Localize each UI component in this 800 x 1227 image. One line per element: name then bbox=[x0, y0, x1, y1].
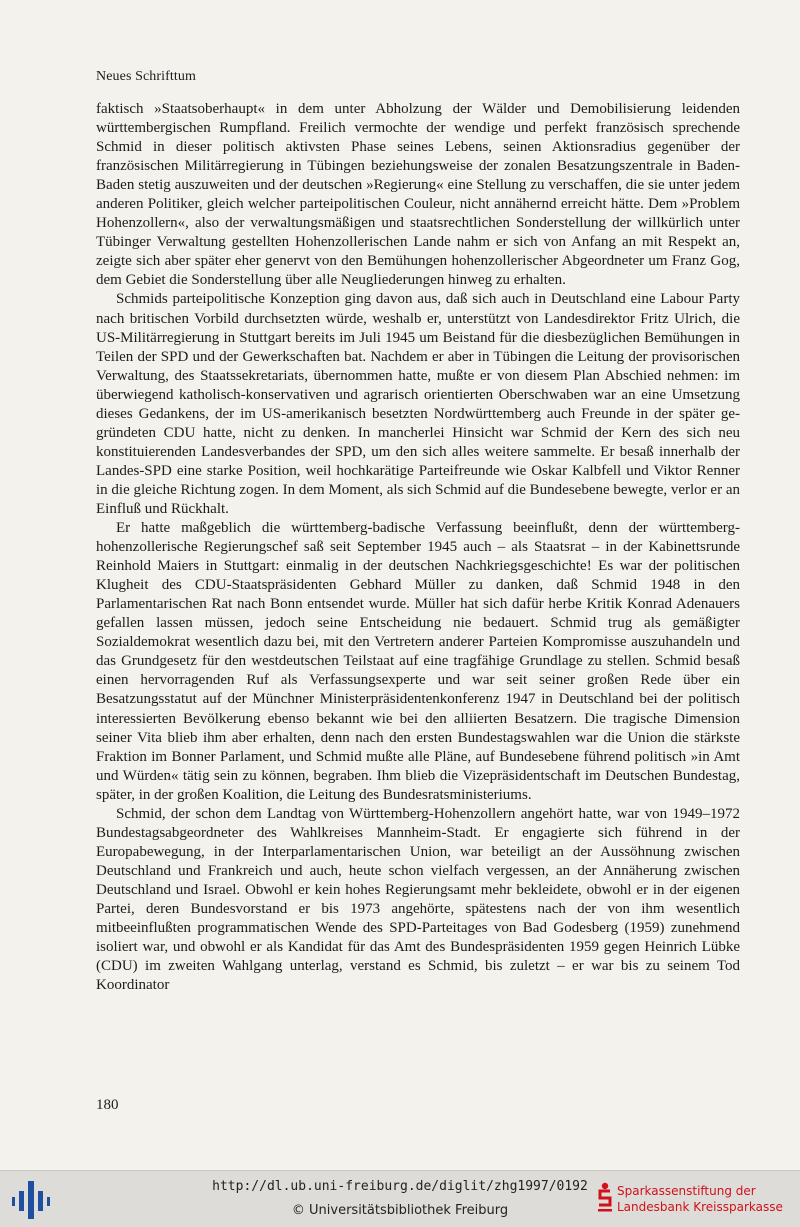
sparkasse-s-icon bbox=[597, 1182, 613, 1212]
page-number: 180 bbox=[96, 1097, 119, 1113]
viewer-footer bbox=[0, 1170, 800, 1227]
body-text bbox=[96, 100, 740, 995]
sponsor-line-1: Sparkassenstiftung der bbox=[617, 1184, 756, 1198]
paragraph: Er hatte maßgeblich die württemberg-badische Verfassung beeinflußt, denn der württemberg-hohenzollerische Regierungschef saß seit September 1945 auch – als Staatsrat – in der Kabinettsrunde Reinhold Maiers in Stuttgart: einmalig in der deutschen Nachkriegsgeschichte! Es war der politischen Klugheit des CDU-Staatspräsidenten Gebhard Müller zu danken, daß Schmid 1948 in den Parlamentarischen Rat nach Bonn entsendet wurde. Müller hat sich dafür herbe Kritik Konrad Adenauers gefallen lassen müssen, jedoch seine Entscheidung nie bedauert. Schmid trug als gemäßigter Sozialdemokrat wesentlich dazu bei, mit den Vertretern anderer Parteien Kompromisse auszuhandeln und das Grundgesetz für den westdeutschen Teilstaat auf eine tragfähige Grundlage zu stellen. Schmid besaß einen hervorragenden Ruf als Verfassungsexperte und war seit seiner großen Rede über ein Besatzungsstatut auf der Münchner Ministerpräsidentenkonferenz 1947 in Deutschland bei der politisch interessierten Bevölkerung ebenso bekannt wie bei den alliierten Besatzern. Die tragische Dimension seiner Vita blieb ihm aber erhalten, denn nach den ersten Bundestagswahlen war die Union die stärkste Fraktion im Bonner Parlament, und Schmid mußte alle Pläne, auf Bundesebene führend politisch »in Amt und Würden« tätig sein zu können, begraben. Ihm blieb die Vizepräsidentschaft im Deutschen Bundestag, später, in der großen Koalition, die Leitung des Bundesratsministeriums. bbox=[96, 520, 740, 803]
sponsor-logo bbox=[597, 1180, 797, 1220]
document-url-link[interactable]: http://dl.ub.uni-freiburg.de/diglit/zhg1997/0192 bbox=[212, 1179, 588, 1194]
sponsor-line-2: Landesbank Kreissparkasse bbox=[617, 1200, 783, 1214]
paragraph: Schmids parteipolitische Konzeption ging davon aus, daß sich auch in Deutschland eine Labour Party nach britischen Vorbild durchsetzten würde, weshalb er, unterstützt von Landesdirektor Fritz Ulrich, die US-Militärregierung in Stuttgart bereits im Juli 1945 um Beistand für die diesbezüglichen Bemühungen in Teilen der SPD und der Gewerkschaften bat. Nachdem er aber in Tübingen die Leitung der provisorischen Verwaltung, des Staatssekretariats, übernommen hatte, mußte er von diesem Plan Abschied nehmen: im überwiegend katholisch-konservativen und agrarisch orientierten Oberschwaben war an eine Umsetzung dieses Gedankens, der im US-amerikanisch besetzten Nordwürttemberg auch Freunde in der später gegründeten CDU hatte, nicht zu denken. In mancherlei Hinsicht war Schmid der Kern des sich neu konstituierenden Landesverbandes der SPD, um den sich alles weitere sammelte. Er besaß innerhalb der Landes-SPD eine starke Position, weil hochkarätige Parteifreunde wie Oskar Kalbfell und Viktor Renner in die gleiche Richtung zogen. In dem Moment, als sich Schmid auf die Bundesebene bewegte, verlor er an Einfluß und Rückhalt. bbox=[96, 291, 740, 517]
running-head: Neues Schrifttum bbox=[96, 69, 196, 84]
paragraph: Schmid, der schon dem Landtag von Württemberg-Hohenzollern angehört hatte, war von 1949–1972 Bundestagsabgeordneter des Wahlkreises Mannheim-Stadt. Er engagierte sich führend in der Europabewegung, in der Interparlamentarischen Union, war beteiligt an der Aussöhnung zwischen Deutschland und Frankreich und auch, heute schon vielfach vergessen, an der Annäherung zwischen Deutschland und Israel. Obwohl er kein hohes Regierungsamt mehr bekleidete, obwohl er in der eigenen Partei, deren Bundesvorstand er bis 1973 angehörte, spätestens nach der von ihm wesentlich mitbeeinflußten programmatischen Wende des SPD-Parteitages von Bad Godesberg (1959) zunehmend isoliert war, und obwohl er als Kandidat für das Amt des Bundespräsidenten 1959 gegen Heinrich Lübke (CDU) im zweiten Wahlgang unterlag, verstand es Schmid, bis zuletzt – er war bis zu seinem Tod Koordinator bbox=[96, 805, 740, 994]
copyright-notice: © Universitätsbibliothek Freiburg bbox=[291, 1203, 509, 1218]
paragraph: faktisch »Staatsoberhaupt« in dem unter Abholzung der Wälder und Demobilisierung leidenden württembergischen Rumpfland. Freilich vermochte der wendige und perfekt französisch sprechende Schmid in dieser politisch aktivsten Phase seines Lebens, seinen Aktionsradius gegenüber der französischen Militärregierung in Tübingen beziehungsweise der zonalen Besatzungszentrale in Baden-Baden stetig auszuweiten und der deutschen »Regierung« eine Stellung zu verschaffen, die sie unter jedem anderen Politiker, gleich welcher parteipolitischen Couleur, nicht annähernd erreicht hätte. Dem »Problem Hohenzollern«, also der verwaltungsmäßigen und staatsrechtlichen Sonderstellung der willkürlich unter Tübinger Verwaltung gestellten Hohenzollerischen Lande nahm er sich von Anfang an mit Respekt an, zeigte sich aber später eher genervt von den Bemühungen hohenzollerischer Abgeordneter um Franz Gog, dem Gebiet die Sonderstellung über alle Neugliederungen hinweg zu erhalten. bbox=[96, 101, 740, 289]
sponsor-name bbox=[617, 1183, 783, 1215]
